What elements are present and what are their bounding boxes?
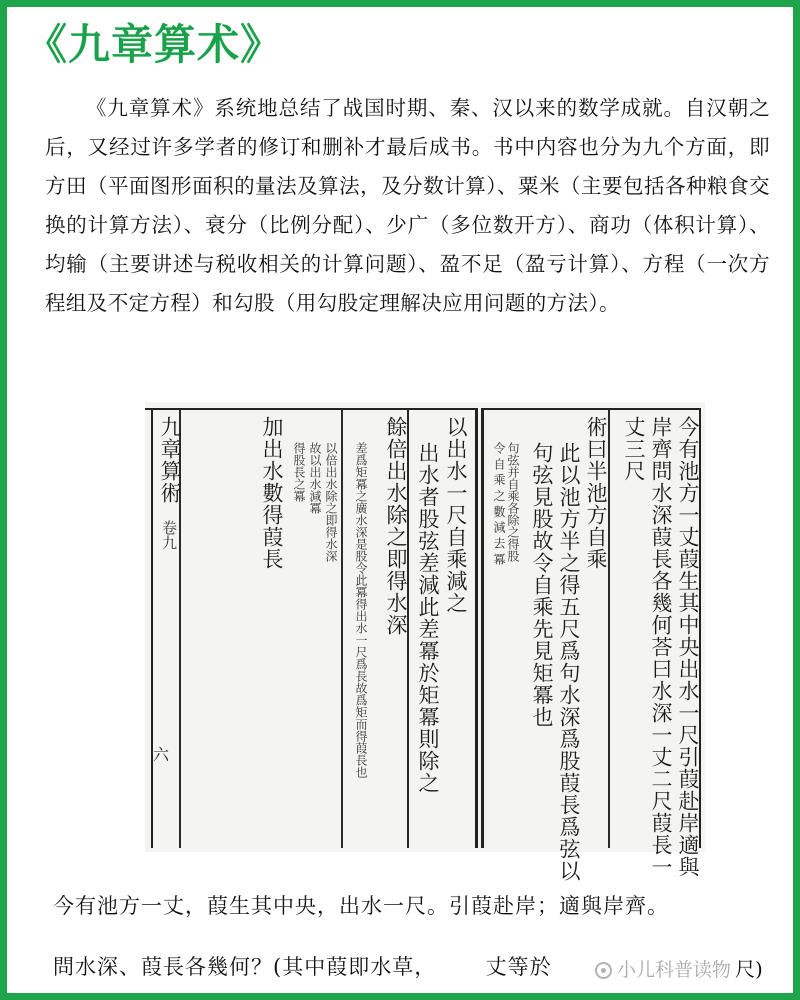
scan-left-edge <box>151 408 153 848</box>
right-note-1: 句弦并自乘各除之得股 <box>506 442 520 562</box>
translation-line-2 <box>53 951 552 981</box>
wechat-account-icon <box>595 962 612 979</box>
page-title: 《九章算术》 <box>25 20 284 69</box>
scan-spine-right <box>481 408 484 848</box>
right-col-2: 岸齊問水深葭長各幾何荅曰水深一丈二尺葭長一 <box>649 416 673 878</box>
left-col-2: 出水者股弦差減此差冪於矩冪則除之 <box>416 442 440 794</box>
translation-line-2-end: 尺) <box>735 957 763 981</box>
translation-line-1: 今有池方一丈，葭生其中央，出水一尺。引葭赴岸；適與岸齊。 <box>53 894 669 918</box>
left-note-2: 故以出水減冪 <box>308 442 322 514</box>
left-col-1: 以出水一尺自乘減之 <box>444 416 468 614</box>
left-note-3: 得股長之冪 <box>292 442 306 502</box>
right-col-5: 此以池方半之得五尺爲句水深爲股葭長爲弦以 <box>557 442 581 882</box>
left-col-3: 餘倍出水除之即得水深 <box>384 416 408 636</box>
left-col-divider-2 <box>341 410 343 848</box>
watermark-text: 小儿科普读物 <box>617 959 732 981</box>
classical-text-scan <box>145 402 705 882</box>
translation-line-2-tail: 丈等於 <box>485 955 552 979</box>
page-number: 六 <box>153 745 170 764</box>
right-col-6: 句弦見股故令自乘先見矩冪也 <box>530 442 554 728</box>
intro-paragraph: 《九章算术》系统地总结了战国时期、秦、汉以来的数学成就。自汉朝之后，又经过许多学者的修订和删补才最后成书。书中内容也分为九个方面，即方田（平面图形面积的量法及算法，及分数计算）、粟米（主要包括各种粮食交换的计算方法）、衰分（比例分配）、少广（多位数开方）、商功（体积计算）、均输（主要讲述与税收相关的计算问题）、盈不足（盈亏计算）、方程（一次方程组及不定方程）和勾股（用勾股定理解决应用问题的方法）。 <box>45 96 770 315</box>
right-note-2: 令 自 乘 之 數 減 去 冪 <box>492 442 506 565</box>
watermark <box>595 953 763 982</box>
scan-top-edge-right <box>481 408 701 410</box>
book-label: 九章算術 <box>158 416 182 504</box>
scan-top-edge-left <box>145 408 475 410</box>
scan-spine-left <box>475 408 478 848</box>
right-col-1: 今有池方一丈葭生其中央出水一尺引葭赴岸適與 <box>676 416 700 878</box>
left-col-5: 加出水數得葭長 <box>260 416 284 570</box>
right-col-4: 術曰半池方自乘 <box>584 416 608 570</box>
left-col-4: 差爲矩冪之廣水深是股令此冪得出水一尺爲長故爲矩而得葭長也 <box>354 442 368 778</box>
left-note-1: 以倍出水除之即得水深 <box>324 442 338 562</box>
right-col-3: 丈三尺 <box>622 416 646 482</box>
volume-label: 卷九 <box>160 520 178 550</box>
translation-line-2-main: 問水深、葭長各幾何？(其中葭即水草， <box>53 955 437 979</box>
